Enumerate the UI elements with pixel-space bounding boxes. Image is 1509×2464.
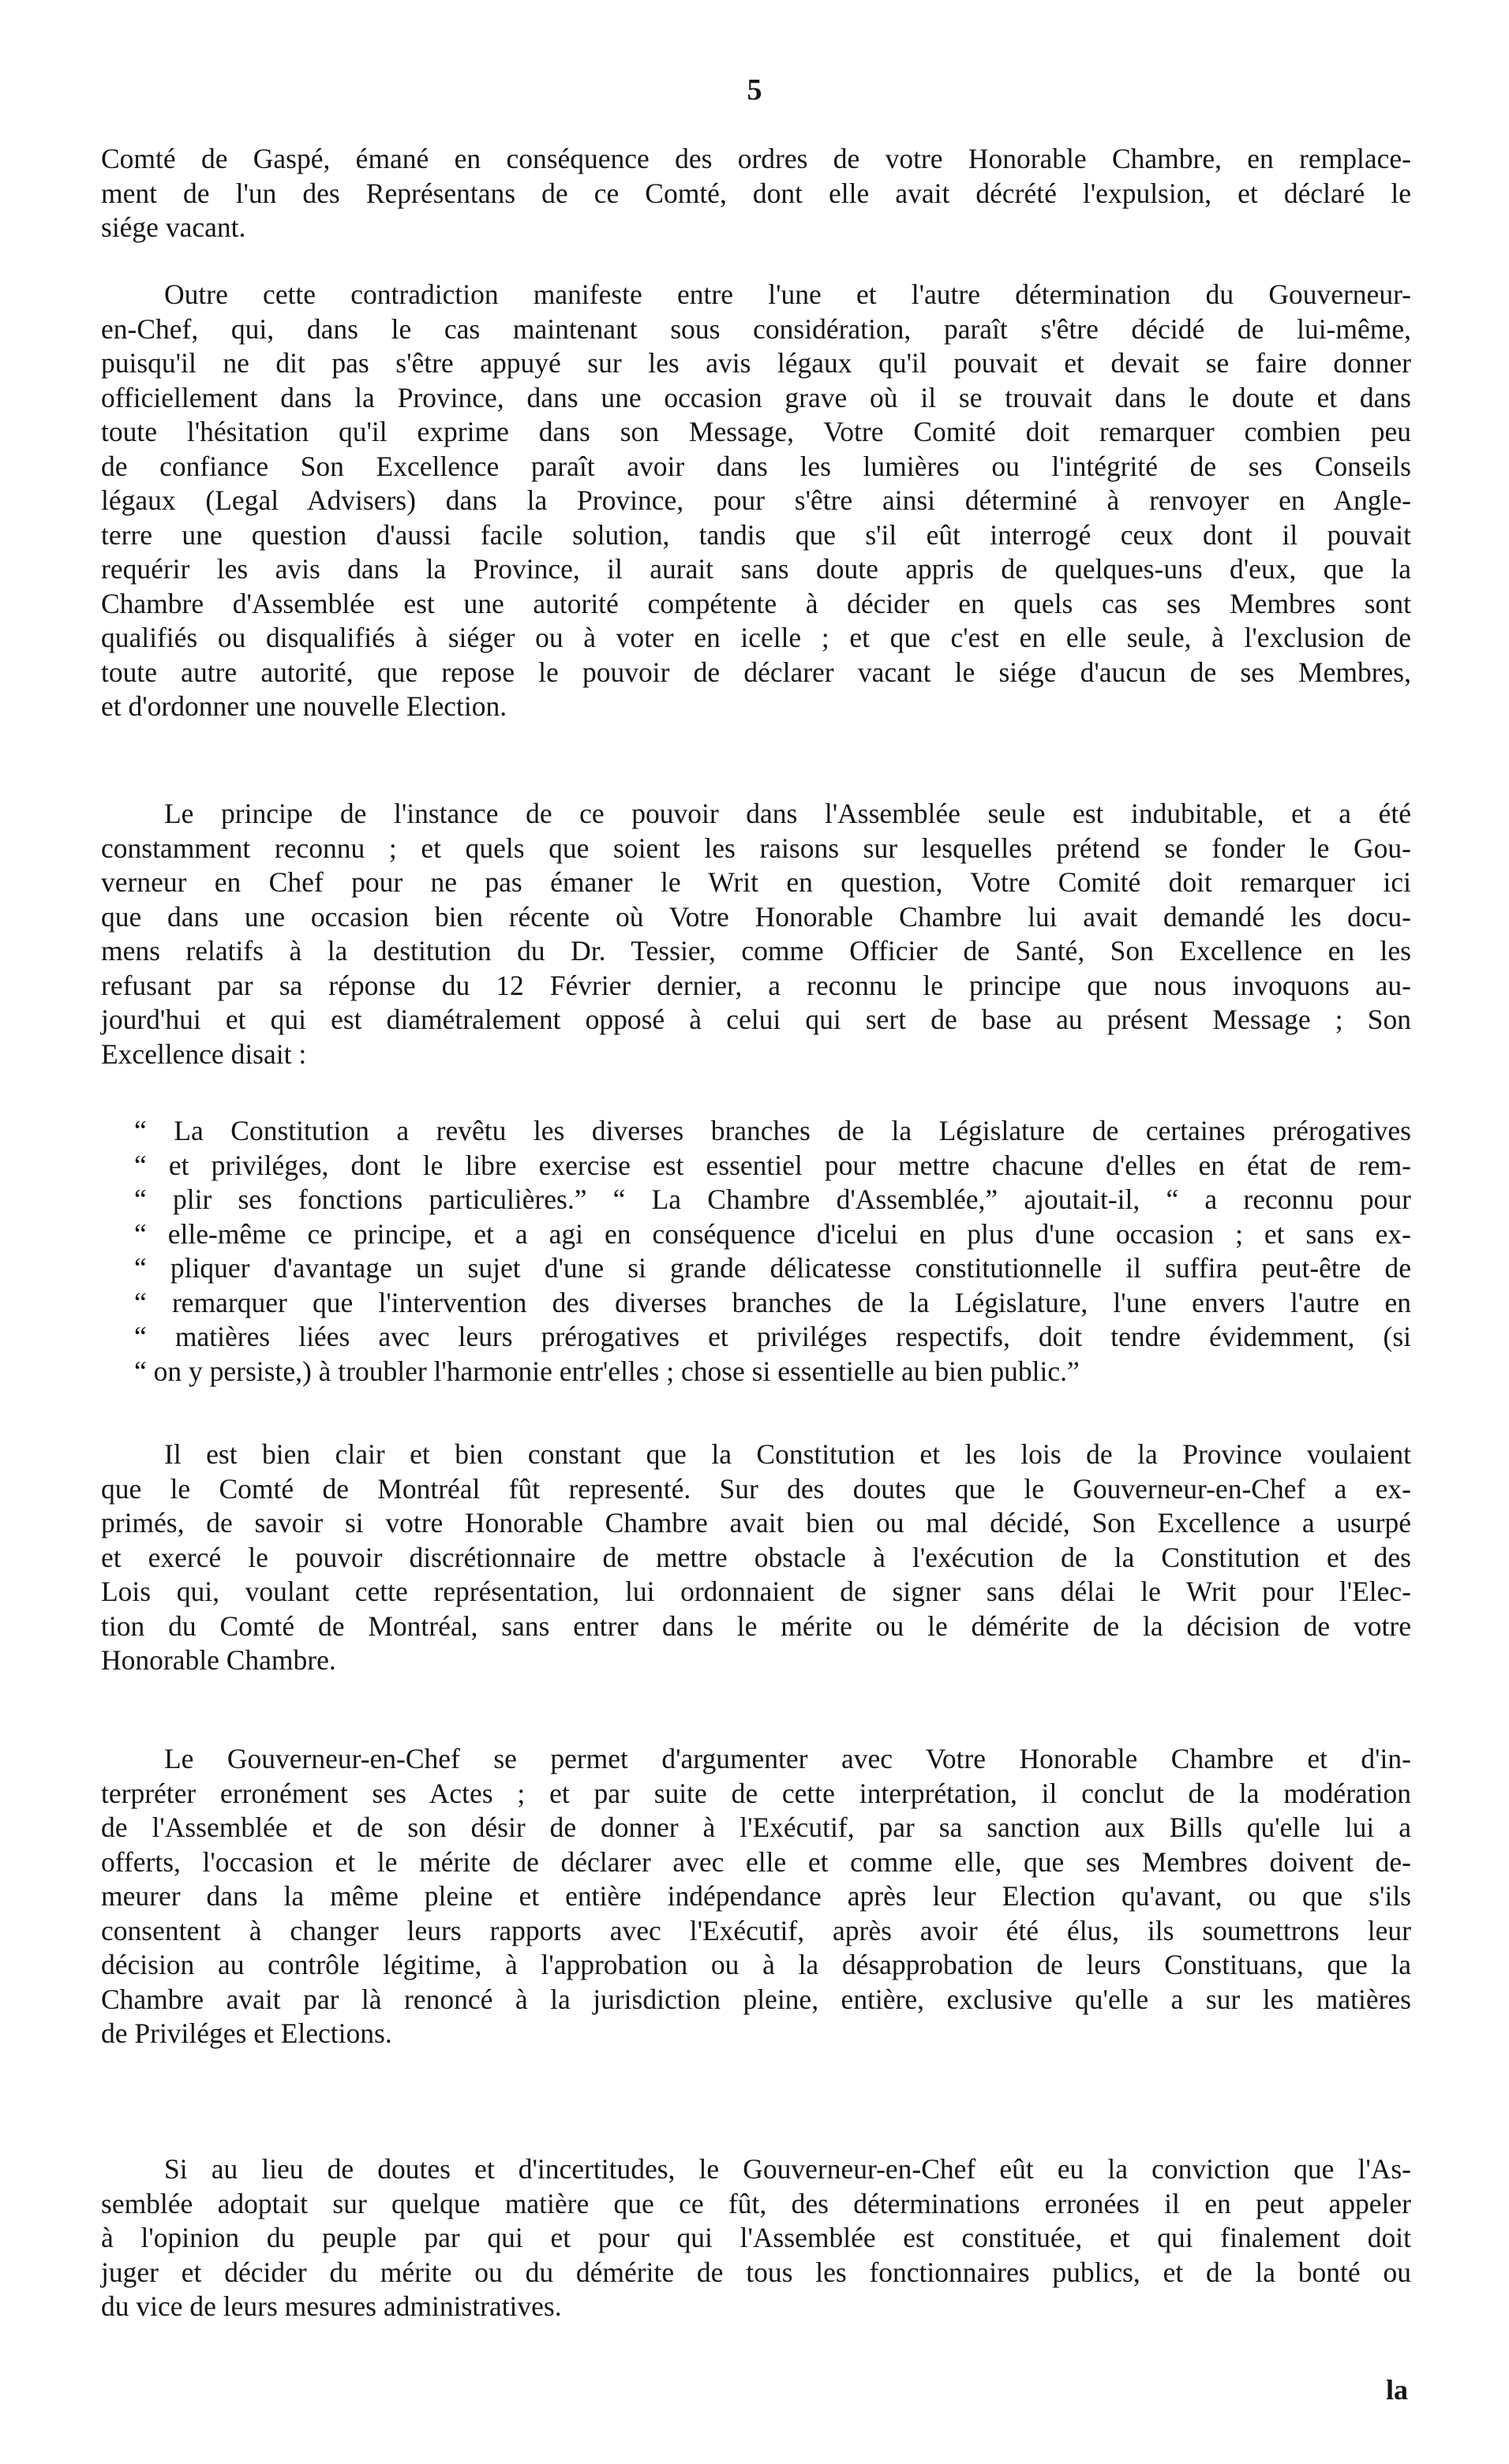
text-line: verneur en Chef pour ne pas émaner le Writ en question, Votre Comité doit remarquer ici: [101, 866, 1411, 898]
text-line: mens relatifs à la destitution du Dr. Tessier, comme Officier de Santé, Son Excellence en les: [101, 935, 1411, 967]
text-line: primés, de savoir si votre Honorable Chambre avait bien ou mal décidé, Son Excellence a usurpé: [101, 1507, 1411, 1539]
paragraph-6: [101, 1742, 1411, 2051]
text-line: de l'Assemblée et de son désir de donner à l'Exécutif, par sa sanction aux Bills qu'elle lui a: [101, 1812, 1411, 1843]
paragraph-7: [101, 2152, 1411, 2324]
quote-line: “ on y persiste,) à troubler l'harmonie entr'elles ; chose si essentielle au bien public.”: [134, 1355, 1080, 1387]
text-line: et d'ordonner une nouvelle Election.: [101, 690, 507, 722]
paragraph-2: [101, 278, 1411, 724]
text-line: constamment reconnu ; et quels que soient les raisons sur lesquelles prétend se fonder le Gou-: [101, 832, 1411, 864]
page-number: 5: [747, 73, 762, 107]
text-line: ment de l'un des Représentans de ce Comté, dont elle avait décrété l'expulsion, et déclaré le: [101, 177, 1411, 209]
text-line: Il est bien clair et bien constant que la Constitution et les lois de la Province voulaient: [164, 1438, 1411, 1470]
text-line: siége vacant.: [101, 211, 246, 243]
text-line: en-Chef, qui, dans le cas maintenant sous considération, paraît s'être décidé de lui-même,: [101, 312, 1411, 345]
text-line: puisqu'il ne dit pas s'être appuyé sur les avis légaux qu'il pouvait et devait se faire donner: [101, 347, 1411, 379]
catchword: la: [1386, 2374, 1409, 2406]
text-line: toute autre autorité, que repose le pouvoir de déclarer vacant le siége d'aucun de ses Membres,: [101, 656, 1411, 688]
text-line: Chambre avait par là renoncé à la jurisdiction pleine, entière, exclusive qu'elle a sur les matières: [101, 1983, 1411, 2015]
text-line: Lois qui, voulant cette représentation, lui ordonnaient de signer sans délai le Writ pour l'Elec-: [101, 1576, 1411, 1607]
quote-line: “ pliquer d'avantage un sujet d'une si grande délicatesse constitutionnelle il suffira peut-être de: [134, 1252, 1411, 1284]
text-line: semblée adoptait sur quelque matière que ce fût, des déterminations erronées il en peut appeler: [101, 2187, 1411, 2219]
text-line: requérir les avis dans la Province, il aurait sans doute appris de quelques-uns d'eux, que la: [101, 553, 1411, 585]
text-line: Outre cette contradiction manifeste entre l'une et l'autre détermination du Gouverneur-: [164, 279, 1411, 310]
text-line: du vice de leurs mesures administratives.: [101, 2290, 562, 2322]
text-line: tion du Comté de Montréal, sans entrer dans le mérite ou le démérite de la décision de votre: [101, 1610, 1411, 1642]
text-line: légaux (Legal Advisers) dans la Province, pour s'être ainsi déterminé à renvoyer en Angle-: [101, 484, 1411, 516]
paragraph-1: [101, 142, 1411, 245]
text-line: toute l'hésitation qu'il exprime dans son Message, Votre Comité doit remarquer combien peu: [101, 416, 1411, 447]
text-line: qualifiés ou disqualifiés à siéger ou à voter en icelle ; et que c'est en elle seule, à l'exclusion de: [101, 622, 1411, 653]
text-line: de confiance Son Excellence paraît avoir dans les lumières ou l'intégrité de ses Conseils: [101, 450, 1411, 482]
paragraph-5: [101, 1438, 1411, 1678]
text-line: décision au contrôle légitime, à l'approbation ou à la désapprobation de leurs Constituans, que la: [101, 1949, 1411, 1980]
text-line: terpréter erronément ses Actes ; et par suite de cette interprétation, il conclut de la modération: [101, 1777, 1411, 1809]
text-line: Le Gouverneur-en-Chef se permet d'argumenter avec Votre Honorable Chambre et d'in-: [164, 1743, 1411, 1774]
quote-line: “ remarquer que l'intervention des diverses branches de la Législature, l'une envers l'autre en: [134, 1286, 1411, 1318]
text-line: que le Comté de Montréal fût representé. Sur des doutes que le Gouverneur-en-Chef a ex-: [101, 1472, 1411, 1505]
quote-line: “ elle-même ce principe, et a agi en conséquence d'icelui en plus d'une occasion ; et sans ex-: [134, 1217, 1411, 1250]
text-line: et exercé le pouvoir discrétionnaire de mettre obstacle à l'exécution de la Constitution et des: [101, 1541, 1411, 1573]
text-line: meurer dans la même pleine et entière indépendance après leur Election qu'avant, ou que s'ils: [101, 1880, 1411, 1912]
text-line: Honorable Chambre.: [101, 1644, 336, 1676]
text-line: offerts, l'occasion et le mérite de déclarer avec elle et comme elle, que ses Membres doivent de-: [101, 1845, 1411, 1878]
text-line: Excellence disait :: [101, 1038, 307, 1070]
quote-line: “ plir ses fonctions particulières.” “ La Chambre d'Assemblée,” ajoutait-il, “ a reconnu pour: [134, 1183, 1411, 1215]
quote-line: “ La Constitution a revêtu les diverses branches de la Législature de certaines prérogatives: [134, 1115, 1411, 1146]
paragraph-3: [101, 797, 1411, 1071]
text-line: Comté de Gaspé, émané en conséquence des ordres de votre Honorable Chambre, en remplace-: [101, 143, 1411, 174]
text-line: à l'opinion du peuple par qui et pour qui l'Assemblée est constituée, et qui finalement doit: [101, 2222, 1411, 2253]
text-line: officiellement dans la Province, dans une occasion grave où il se trouvait dans le doute et dans: [101, 381, 1411, 413]
text-line: refusant par sa réponse du 12 Février dernier, a reconnu le principe que nous invoquons au-: [101, 969, 1411, 1001]
text-line: juger et décider du mérite ou du démérite de tous les fonctionnaires publics, et de la bonté ou: [101, 2256, 1411, 2288]
text-line: terre une question d'aussi facile solution, tandis que s'il eût interrogé ceux dont il pouvait: [101, 518, 1411, 551]
quote-line: “ matières liées avec leurs prérogatives et priviléges respectifs, doit tendre évidemment, (si: [134, 1321, 1411, 1352]
quotation-block: [134, 1114, 1411, 1389]
text-line: Chambre d'Assemblée est une autorité compétente à décider en quels cas ses Membres sont: [101, 587, 1411, 619]
quote-line: “ et priviléges, dont le libre exercise est essentiel pour mettre chacune d'elles en état de rem-: [134, 1149, 1411, 1181]
text-line: de Priviléges et Elections.: [101, 2017, 392, 2049]
text-line: Le principe de l'instance de ce pouvoir dans l'Assemblée seule est indubitable, et a été: [164, 798, 1411, 829]
text-line: consentent à changer leurs rapports avec l'Exécutif, après avoir été élus, ils soumettrons leur: [101, 1914, 1411, 1946]
text-line: que dans une occasion bien récente où Votre Honorable Chambre lui avait demandé les docu-: [101, 900, 1411, 933]
text-line: jourd'hui et qui est diamétralement opposé à celui qui sert de base au présent Message ; Son: [101, 1004, 1411, 1035]
text-line: Si au lieu de doutes et d'incertitudes, le Gouverneur-en-Chef eût eu la conviction que l'As-: [164, 2153, 1411, 2185]
